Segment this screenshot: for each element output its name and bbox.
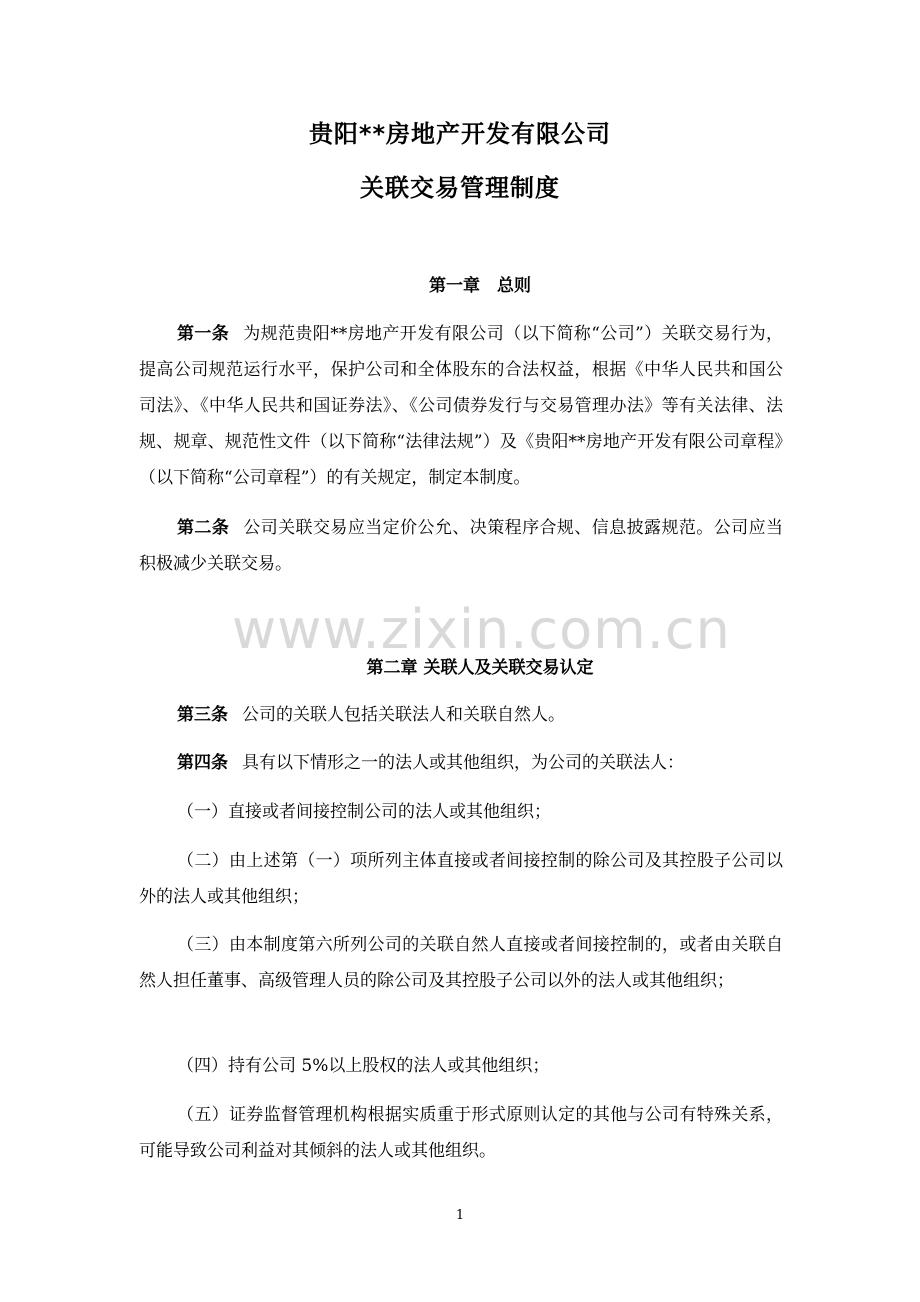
list-item: （四）持有公司 5%以上股权的法人或其他组织； bbox=[177, 1056, 550, 1076]
list-item: （三）由本制度第六所列公司的关联自然人直接或者间接控制的，或者由关联自然人担任董事、高级管理人员的除公司及其控股子公司以外的法人或其他组织； bbox=[139, 935, 783, 991]
document-subtitle: 关联交易管理制度 bbox=[360, 174, 560, 202]
chapter-2-heading: 第二章 关联人及关联交易认定 bbox=[366, 658, 594, 678]
article-2-label: 第二条 bbox=[177, 518, 230, 538]
article-3 bbox=[139, 697, 783, 733]
article-2-text: 公司关联交易应当定价公允、决策程序合规、信息披露规范。公司应当积极减少关联交易。 bbox=[139, 518, 784, 574]
chapter-1-heading: 第一章 总则 bbox=[429, 276, 531, 296]
article-1 bbox=[139, 316, 783, 496]
watermark: www.zixin.com.cn bbox=[232, 598, 731, 661]
list-item: （二）由上述第（一）项所列主体直接或者间接控制的除公司及其控股子公司以外的法人或其他组织； bbox=[139, 851, 783, 907]
article-1-label: 第一条 bbox=[177, 324, 230, 344]
article-3-text: 公司的关联人包括关联法人和关联自然人。 bbox=[242, 705, 565, 725]
article-2 bbox=[139, 510, 783, 582]
article-4-label: 第四条 bbox=[177, 753, 228, 773]
article-4-text: 具有以下情形之一的法人或其他组织，为公司的关联法人： bbox=[242, 753, 684, 773]
document-title: 贵阳**房地产开发有限公司 bbox=[308, 120, 612, 148]
article-4 bbox=[139, 745, 783, 781]
list-item: （五）证券监督管理机构根据实质重于形式原则认定的其他与公司有特殊关系，可能导致公司利益对其倾斜的法人或其他组织。 bbox=[139, 1105, 783, 1161]
page-number: 1 bbox=[455, 1208, 465, 1223]
list-item: （一）直接或者间接控制公司的法人或其他组织； bbox=[177, 802, 551, 822]
article-1-text: 为规范贵阳**房地产开发有限公司（以下简称“公司”）关联交易行为，提高公司规范运行水平，保护公司和全体股东的合法权益，根据《中华人民共和国公司法》、《中华人民共和国证券法》、《公司债券发行与交易管理办法》等有关法律、法规、规章、规范性文件（以下简称“法律法规”）及《贵阳**房地产开发有限公司章程》（以下简称“公司章程”）的有关规定，制定本制度。 bbox=[139, 324, 783, 488]
article-3-label: 第三条 bbox=[177, 705, 228, 725]
